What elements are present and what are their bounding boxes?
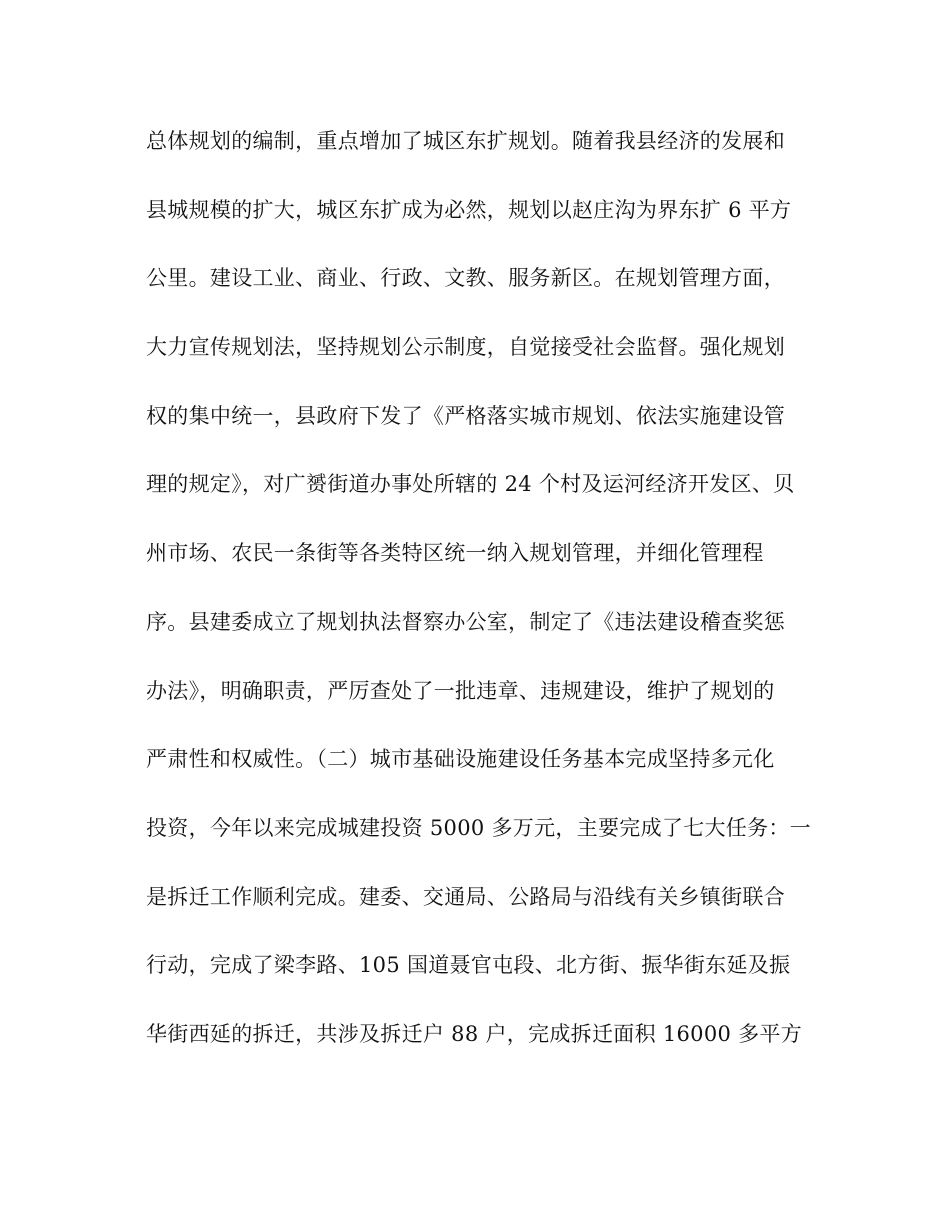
text-line: 理的规定》，对广赟街道办事处所辖的 24 个村及运河经济开发区、贝: [146, 472, 795, 497]
text-line: 总体规划的编制，重点增加了城区东扩规划。随着我县经济的发展和: [146, 129, 785, 153]
text-line: 办法》，明确职责，严厉查处了一批违章、违规建设，维护了规划的: [146, 678, 775, 703]
text-line: 州市场、农民一条街等各类特区统一纳入规划管理，并细化管理程: [146, 541, 764, 566]
text-line: 是拆迁工作顺利完成。建委、交通局、公路局与沿线有关乡镇街联合: [146, 884, 785, 909]
text-line: 公里。建设工业、商业、行政、文教、服务新区。在规划管理方面，: [146, 266, 785, 291]
text-line: 大力宣传规划法，坚持规划公示制度，自觉接受社会监督。强化规划: [146, 335, 785, 360]
text-line: 序。县建委成立了规划执法督察办公室，制定了《违法建设稽查奖惩: [146, 609, 785, 634]
text-line: 投资，今年以来完成城建投资 5000 多万元，主要完成了七大任务：一: [146, 815, 811, 840]
text-line: 华街西延的拆迁，共涉及拆迁户 88 户，完成拆迁面积 16000 多平方: [146, 1021, 803, 1046]
body-text: [146, 120, 816, 1082]
text-line: 严肃性和权威性。（二）城市基础设施建设任务基本完成坚持多元化: [146, 747, 775, 772]
text-line: 权的集中统一，县政府下发了《严格落实城市规划、依法实施建设管: [146, 403, 785, 428]
text-line: 行动，完成了梁李路、105 国道聂官屯段、北方街、振华街东延及振: [146, 953, 791, 978]
text-line: 县城规模的扩大，城区东扩成为必然，规划以赵庄沟为界东扩 6 平方: [146, 197, 792, 222]
